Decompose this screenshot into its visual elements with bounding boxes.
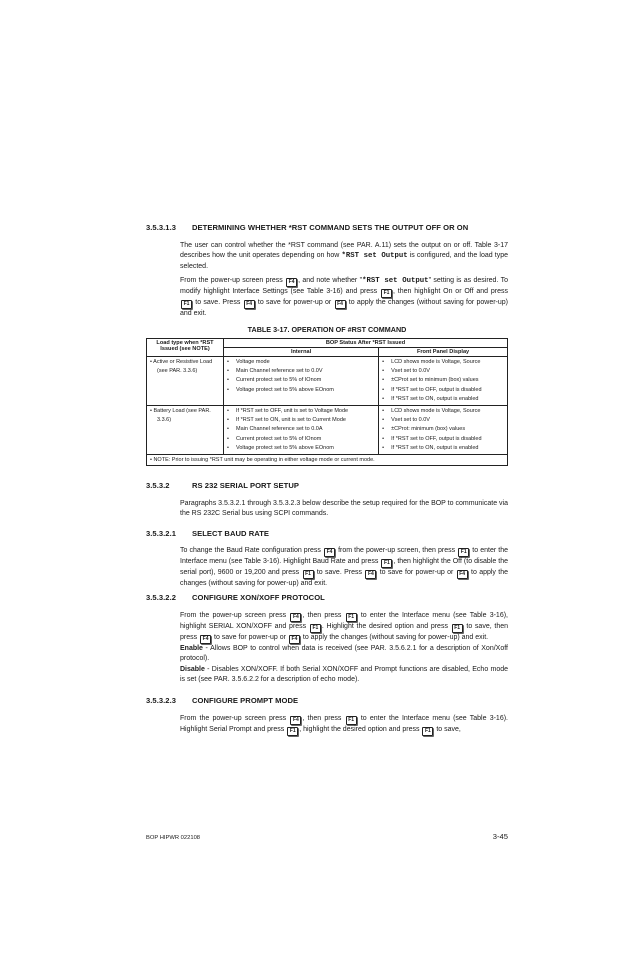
- f4-key-icon: F4: [200, 635, 211, 644]
- section-title: RS 232 SERIAL PORT SETUP: [192, 481, 299, 490]
- cell-text: • Active or Resistive Load: [150, 359, 213, 365]
- code-text: *RST set Output: [341, 252, 408, 261]
- text: From the power-up screen press: [180, 277, 286, 284]
- list-item: • If *RST set to OFF, output is disabled: [382, 435, 504, 444]
- list-item: • Vset set to 0.0V: [382, 367, 504, 376]
- list-item: • Voltage mode: [227, 358, 375, 367]
- section-number: 3.5.3.2.2: [146, 593, 177, 602]
- text: , then highlight the Off (to disable the serial port), 9600 or 19,200 and press: [180, 558, 508, 576]
- page-number: 3-45: [492, 832, 508, 841]
- load-cell: [147, 357, 224, 406]
- section-title: CONFIGURE PROMPT MODE: [192, 696, 299, 705]
- list-item: • Main Channel reference set to 0.0V: [227, 367, 375, 376]
- section-number: 3.5.3.2.1: [146, 529, 177, 538]
- f4-key-icon: F4: [286, 278, 297, 287]
- list-item: • ±CProt: minimum (box) values: [382, 425, 504, 434]
- list-item: • LCD shows mode is Voltage, Source: [382, 358, 504, 367]
- list-item: • Vset set to 0.0V: [382, 416, 504, 425]
- text: " setting is as desired. To modify highlight Interface Settings (see Table 3-16) and press: [180, 277, 508, 295]
- text: to enter the Interface menu (see Table 3-16), highlight SERIAL XON/XOFF and press: [180, 612, 508, 630]
- cell-text: • Battery Load (see PAR.: [150, 408, 211, 415]
- list-item: • If *RST set to ON, output is enabled: [382, 395, 504, 404]
- list-item: • Voltage protect set to 5% above EOnom: [227, 386, 375, 395]
- list-item: • Voltage protect set to 5% above EOnom: [227, 444, 375, 453]
- list-item: • Current protect set to 5% of IOnom: [227, 376, 375, 385]
- f1-key-icon: F1: [310, 624, 321, 633]
- rst-operation-table: [146, 338, 508, 466]
- text: , and note whether ": [298, 277, 363, 284]
- f4-key-icon: F4: [290, 613, 301, 622]
- text: to apply the changes (without saving for power-up) and exit.: [180, 569, 509, 587]
- f4-key-icon: F4: [335, 300, 346, 309]
- front-panel-cell: [379, 406, 508, 455]
- text: , then highlight On or Off and press: [393, 288, 508, 295]
- text: , highlight the desired option and press: [299, 726, 422, 733]
- section-number: 3.5.3.2: [146, 481, 170, 490]
- list-item: • If *RST set to OFF, unit is set to Voltage Mode: [227, 407, 375, 416]
- cell-text: (see PAR. 3.3.6): [157, 367, 198, 374]
- text: , then press: [302, 612, 345, 619]
- paragraph: [180, 241, 508, 272]
- enable-label: Enable: [180, 645, 203, 652]
- f1-key-icon: F1: [287, 727, 298, 736]
- f1-key-icon: F1: [346, 716, 357, 725]
- paragraph: [180, 611, 508, 686]
- f4-key-icon: F4: [289, 635, 300, 644]
- text: to apply the changes (without saving for power-up) and exit.: [180, 299, 508, 317]
- disable-label: Disable: [180, 665, 205, 673]
- section-heading: [146, 696, 298, 705]
- f4-key-icon: F4: [244, 300, 255, 309]
- table-row: [147, 406, 508, 455]
- list-item: • Current protect set to 5% of IOnom: [227, 435, 375, 444]
- f1-key-icon: F1: [181, 300, 192, 309]
- text: to save for power-up or: [255, 299, 334, 306]
- text: , then press: [302, 715, 345, 722]
- text: is configured, and the load type selected.: [180, 252, 508, 270]
- table-row: [147, 357, 508, 406]
- load-cell: [147, 406, 224, 455]
- text: to apply the changes (without saving for power-up) and exit.: [300, 634, 489, 641]
- text: to save. Press: [314, 569, 365, 576]
- f1-key-icon: F1: [458, 548, 469, 557]
- internal-cell: [224, 357, 379, 406]
- text: to save for power-up or: [212, 634, 288, 641]
- header-load-type: Load type when *RST Issued (see NOTE): [147, 339, 224, 357]
- f4-key-icon: F4: [290, 716, 301, 725]
- paragraph: [180, 546, 508, 589]
- section-title: DETERMINING WHETHER *RST COMMAND SETS THE OUTPUT OFF OR ON: [192, 223, 469, 232]
- text: to save. Press: [193, 299, 243, 306]
- header-bop-status: BOP Status After *RST Issued: [224, 339, 508, 348]
- text: to save,: [434, 726, 461, 733]
- section-number: 3.5.3.1.3: [146, 223, 177, 232]
- f1-key-icon: F1: [346, 613, 357, 622]
- text: to save for power-up or: [377, 569, 456, 576]
- header-front-panel: Front Panel Display: [379, 348, 508, 357]
- section-heading: [146, 481, 299, 490]
- section-title: CONFIGURE XON/XOFF PROTOCOL: [192, 593, 325, 602]
- table-caption: TABLE 3-17. OPERATION OF #RST COMMAND: [247, 325, 407, 334]
- list-item: • LCD shows mode is Voltage, Source: [382, 407, 504, 416]
- list-item: • Main Channel reference set to 0.0A: [227, 425, 375, 434]
- front-panel-cell: [379, 357, 508, 406]
- table-note: • NOTE: Prior to issuing *RST unit may be operating in either voltage mode or current mode.: [147, 455, 508, 466]
- text: The user can control whether the *RST command (see PAR. A.11) sets the output on or off. Table 3-17 describes how the unit operates depending on how: [180, 242, 508, 260]
- section-heading: [146, 529, 269, 538]
- f4-key-icon: F4: [365, 570, 376, 579]
- f4-key-icon: F4: [324, 548, 335, 557]
- paragraph: Paragraphs 3.5.3.2.1 through 3.5.3.2.3 below describe the setup required for the BOP to communicate via the RS 232C Serial bus using SCPI commands.: [180, 500, 508, 518]
- section-heading: [146, 593, 325, 602]
- section-title: SELECT BAUD RATE: [192, 529, 270, 538]
- list-item: • ±CProt set to minimum (box) values: [382, 376, 504, 385]
- paragraph: [180, 276, 508, 319]
- text: - Disables XON/XOFF. If both Serial XON/XOFF and Prompt functions are disabled, Echo mode is set (see PAR. 3.5.6.2.2 for a description of echo mode).: [180, 665, 508, 684]
- f1-key-icon: F1: [422, 727, 433, 736]
- paragraph: [180, 714, 508, 736]
- table-note-row: [147, 455, 508, 466]
- text: to save, then press: [180, 623, 509, 641]
- f1-key-icon: F1: [381, 559, 392, 568]
- list-item: • If *RST set to ON, unit is set to Current Mode: [227, 416, 375, 425]
- text: to enter the Interface menu (see Table 3-16). Highlight Serial Prompt and press: [180, 715, 508, 733]
- code-text: *RST set Output: [362, 277, 429, 285]
- section-heading: [146, 223, 468, 232]
- header-internal: Internal: [224, 348, 379, 357]
- f1-key-icon: F1: [452, 624, 463, 633]
- text: From the power-up screen press: [180, 612, 290, 619]
- text: to enter the Interface menu (see Table 3-16). Highlight Baud Rate and press: [180, 547, 508, 565]
- f1-key-icon: F1: [303, 570, 314, 579]
- f4-key-icon: F4: [457, 570, 468, 579]
- footer-document-id: BOP HIPWR 022108: [146, 835, 201, 841]
- text: from the power-up screen, then press: [336, 547, 458, 554]
- section-number: 3.5.3.2.3: [146, 696, 177, 705]
- text: To change the Baud Rate configuration press: [180, 547, 324, 554]
- text: From the power-up screen press: [180, 715, 290, 722]
- cell-text: 3.3.6): [157, 416, 172, 423]
- text: . Highlight the desired option and press: [321, 623, 451, 630]
- f1-key-icon: F1: [381, 289, 392, 298]
- text: - Allows BOP to control when data is received (see PAR. 3.5.6.2.1 for a description of Xon/Xoff protocol).: [180, 645, 508, 663]
- internal-cell: [224, 406, 379, 455]
- list-item: • If *RST set to OFF, output is disabled: [382, 386, 504, 395]
- list-item: • If *RST set to ON, output is enabled: [382, 444, 504, 453]
